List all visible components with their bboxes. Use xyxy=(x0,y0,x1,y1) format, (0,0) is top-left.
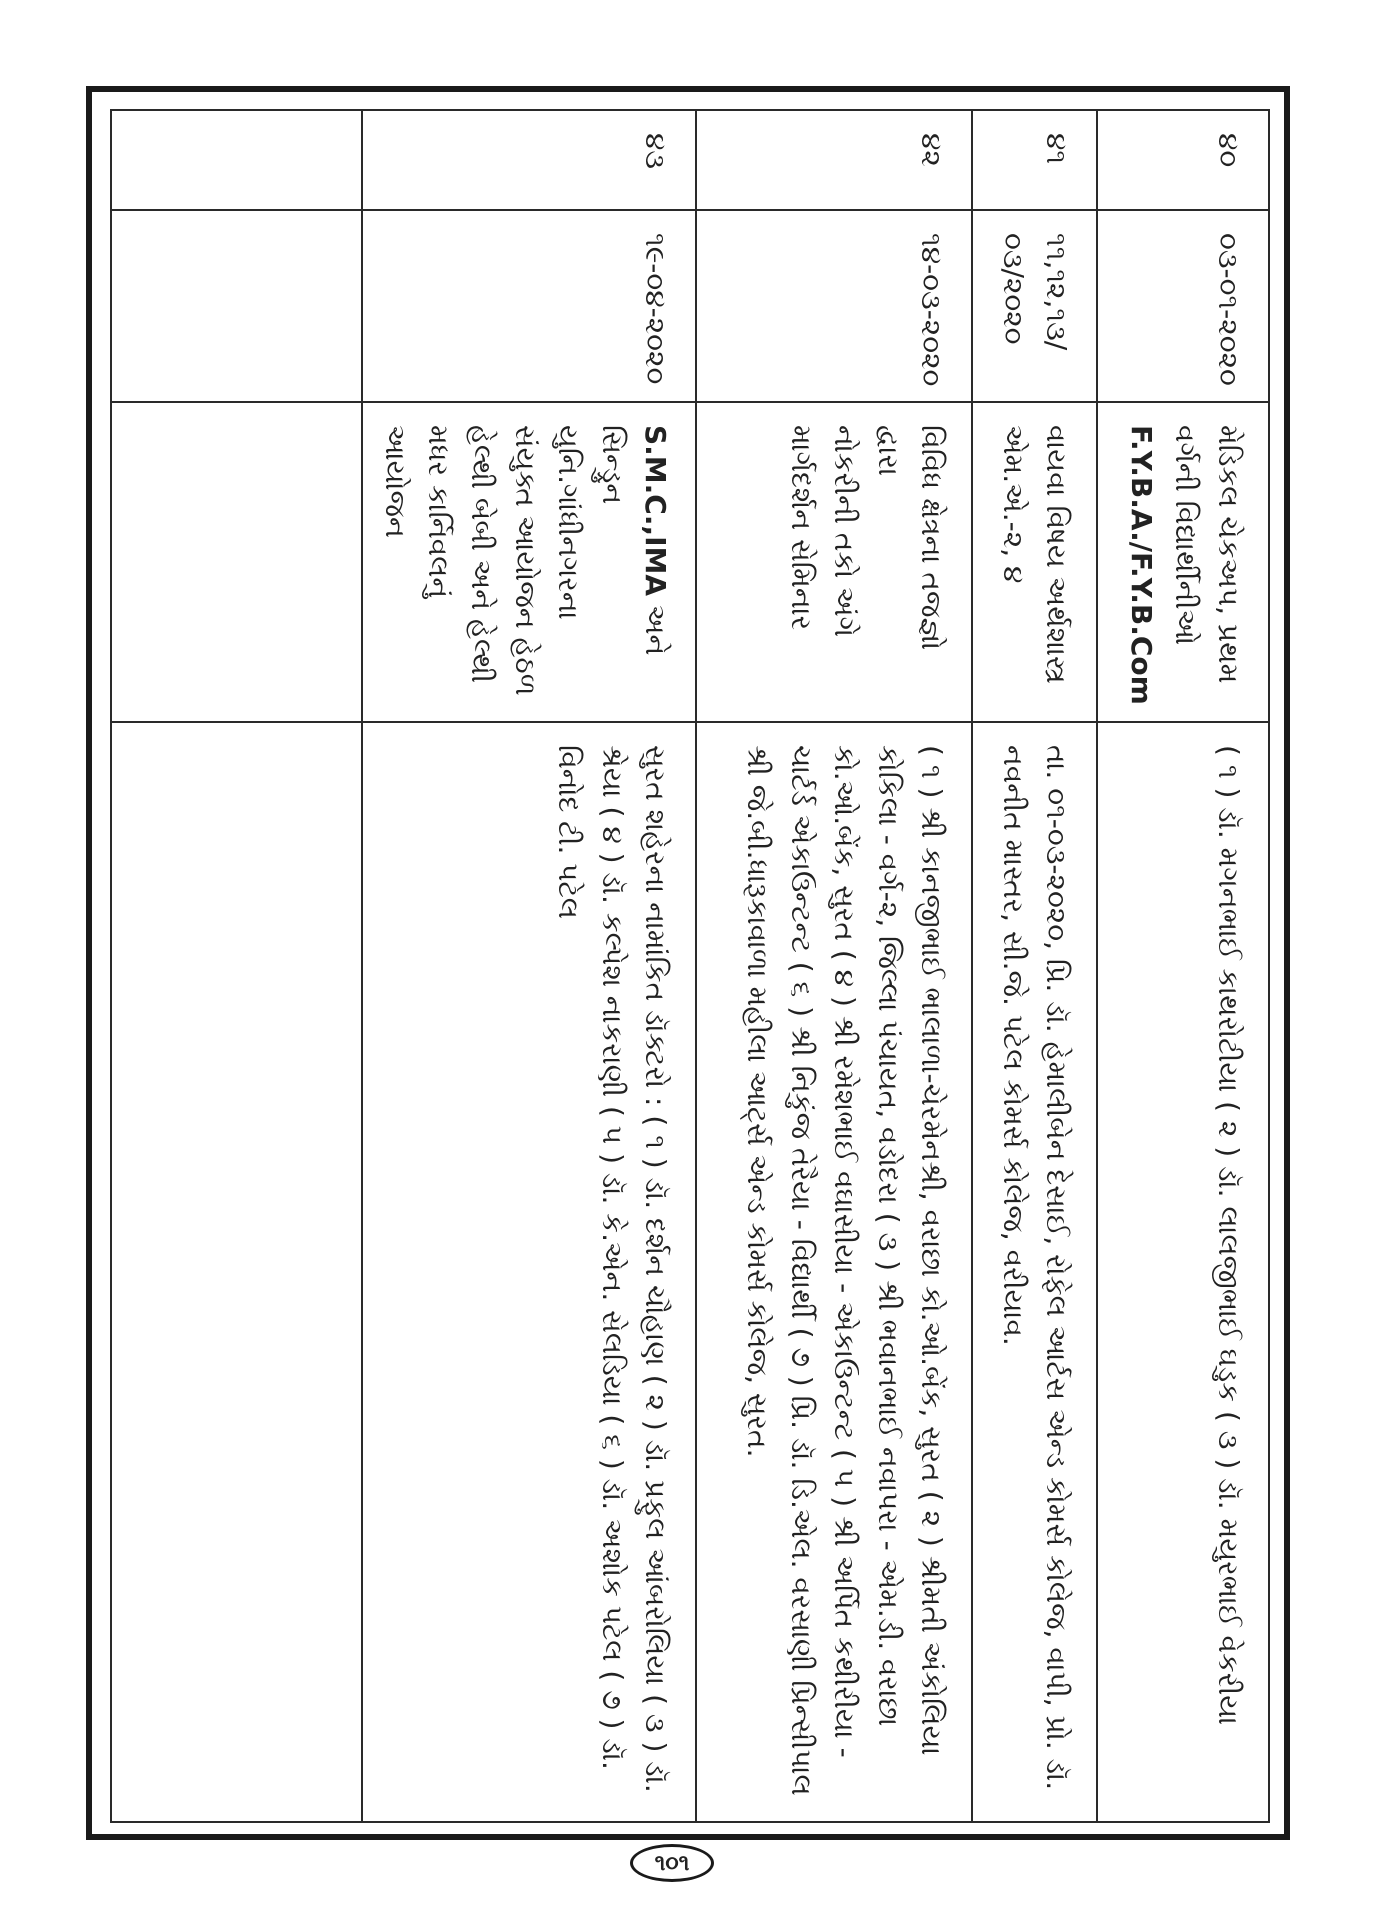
details-cell: તા. ૦૧-૦૩-૨૦૨૦, પ્રિ. ડૉ. હેમાલીબેન દેસાઈ, રોફેલ આર્ટસ એન્ડ કોમર્સ કોલેજ, વાપી, પ્રો. ડૉ. નવનીત માસ્તર, સી.જે. પટેલ કોમર્સ કોલેજ, વરીયાવ. xyxy=(972,722,1097,1822)
subject-line: એમ.એ.-૨, ૪ xyxy=(996,425,1030,584)
table-row xyxy=(1097,110,1269,1822)
date-cell: ૧૪-૦૩-૨૦૨૦ xyxy=(696,210,972,402)
empty-cell xyxy=(111,402,362,722)
subject-cell xyxy=(972,402,1097,722)
page-number: ૧૦૧ xyxy=(630,1844,714,1882)
details-cell: સુરત શહેરના નામાંકિત ડૉક્ટરો : ( ૧ ) ડૉ. દર્શન ચૌહાણ ( ૨ ) ડૉ. પ્રફુલ આંબરોલિયા ( ૩ ) ડૉ. શ્રેયા ( ૪ ) ડૉ. કલ્પેશ નાકરાણી ( ૫ ) ડૉ. કે.એન. સેલડિયા ( ૬ ) ડૉ. અશોક પટેલ ( ૭ ) ડૉ. વિનોદ ટી. પટેલ xyxy=(362,722,696,1822)
subject-bold-text: S.M.C.,IMA xyxy=(639,425,672,597)
rotated-table-wrapper xyxy=(110,109,1270,1821)
table-row xyxy=(972,110,1097,1822)
serial-number-cell: ૪૧ xyxy=(972,110,1097,210)
subject-line: સિન્ડ્રુન યુનિ.ગાંધીનગરના xyxy=(552,425,629,620)
subject-line: સંયુક્ત આયોજન હેઠળ xyxy=(508,425,542,696)
subject-cell xyxy=(696,402,972,722)
subject-suffix: અને xyxy=(639,604,672,656)
empty-cell xyxy=(111,210,362,402)
subject-first-line xyxy=(634,425,677,699)
serial-number-cell: ૪૦ xyxy=(1097,110,1269,210)
subject-line: માર્ગદર્શન સેમિનાર xyxy=(784,425,818,631)
table-row xyxy=(696,110,972,1822)
details-cell: ( ૧ ) ડૉ. મગનભાઈ કાથરોટીયા ( ૨ ) ડૉ. લાલજીભાઈ ઘડુક ( ૩ ) ડૉ. મયુરભાઈ વેકરીયા xyxy=(1097,722,1269,1822)
events-table xyxy=(110,109,1270,1823)
serial-number-cell: ૪૩ xyxy=(362,110,696,210)
empty-cell xyxy=(111,722,362,1822)
subject-line: નોકરીની તકો અંગે xyxy=(828,425,862,638)
subject-bold-line: F.Y.B.A./F.Y.B.Com xyxy=(1125,425,1159,705)
serial-number-cell: ૪૨ xyxy=(696,110,972,210)
empty-cell xyxy=(111,110,362,210)
date-cell: ૧૯-૦૪-૨૦૨૦ xyxy=(362,210,696,402)
subject-line: વિવિધ ક્ષેત્રના તજજ્ઞો દ્વારા xyxy=(871,425,948,651)
date-cell: ૧૧,૧૨,૧૩/ ૦૩/૨૦૨૦ xyxy=(972,210,1097,402)
subject-cell xyxy=(1097,402,1269,722)
subject-cell xyxy=(362,402,696,722)
subject-line: મેડિકલ ચેકઅપ, પ્રથમ xyxy=(1212,425,1245,684)
details-cell: ( ૧ ) શ્રી કાનજીભાઈ ભાલાળા-ચેરમેનશ્રી, વરાછા કો.ઓ.બેંક, સુરત ( ૨ ) શ્રીમતી અંકોલિયા કોકિલા - વર્ગ-૨, જિલ્લા પંચાયત, વડોદરા ( ૩ ) શ્રી ભવાનભાઈ નવાપરા - એમ.ડી. વરાછા કો.ઓ.બેંક, સુરત ( ૪ ) શ્રી રમેશભાઈ વઘાસીયા - એકાઉન્ટન્ટ ( ૫ ) શ્રી અર્પિત કથીરીયા - ચાર્ટર્ડ એકાઉન્ટન્ટ ( ૬ ) શ્રી નિકુંજ તેરૈયા - વિદ્યાર્થી ( ૭ ) પ્રિ. ડૉ. ડિ.એલ. વરસાણી પ્રિન્સીપાલ શ્રી જે.બી.ધારૂકાવાળા મહીલા આર્ટ્સ એન્ડ કોમર્સ કોલેજ, સુરત. xyxy=(696,722,972,1822)
date-cell: ૦૩-૦૧-૨૦૨૦ xyxy=(1097,210,1269,402)
table-row xyxy=(362,110,696,1822)
subject-line: વર્ગની વિદ્યાર્થીનીઓ xyxy=(1168,425,1202,646)
subject-line: વાયવા વિષય અર્થશાસ્ત્ર xyxy=(1040,425,1073,684)
empty-table-row xyxy=(111,110,362,1822)
subject-line: હેલ્થી બેબી અને હેલ્થી xyxy=(465,425,499,683)
subject-line: મધર કાર્નિવલનું આયોજન xyxy=(378,425,456,599)
